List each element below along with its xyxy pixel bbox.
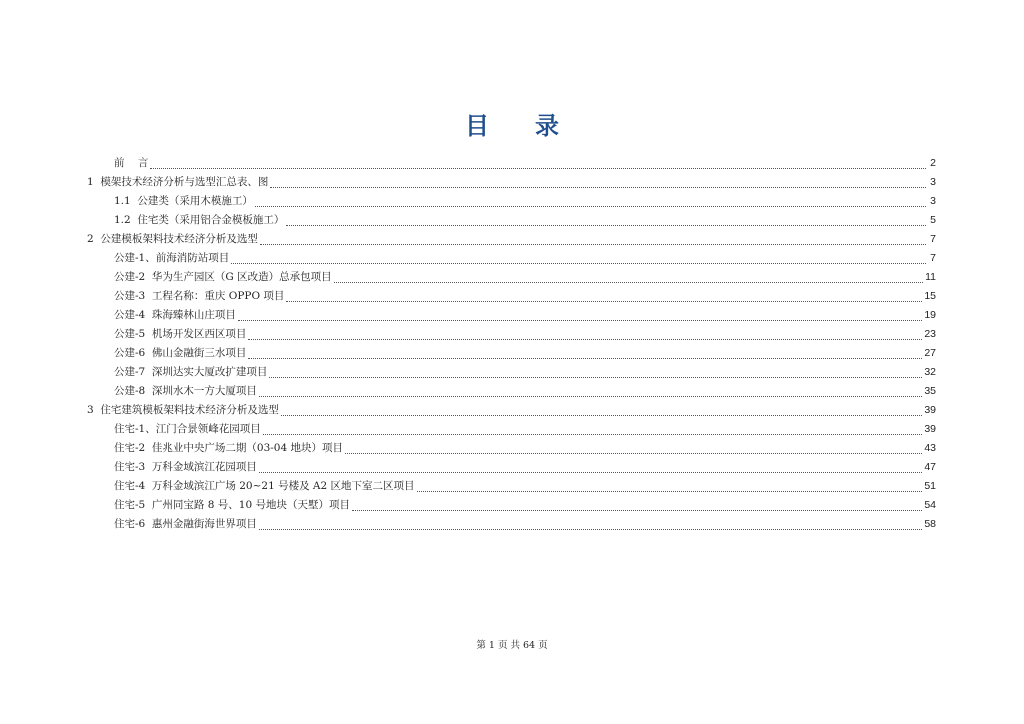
toc-leader xyxy=(345,441,922,454)
toc-entry[interactable] xyxy=(87,401,936,419)
toc-entry[interactable] xyxy=(114,211,936,229)
toc-entry[interactable] xyxy=(87,230,936,248)
toc-entry-label: 1.2 住宅类（采用铝合金模板施工） xyxy=(114,214,285,226)
toc-leader xyxy=(417,479,923,492)
toc-leader xyxy=(260,232,926,245)
toc-entry[interactable] xyxy=(114,439,936,457)
toc-entry[interactable] xyxy=(114,515,936,533)
toc-entry[interactable] xyxy=(114,477,936,495)
toc-entry[interactable] xyxy=(114,458,936,476)
toc-entry-page: 43 xyxy=(924,442,936,454)
toc-leader xyxy=(269,365,922,378)
toc-leader xyxy=(231,251,926,264)
toc-entry-label: 公建-5 机场开发区西区项目 xyxy=(114,328,247,340)
toc-leader xyxy=(259,460,922,473)
toc-entry-label: 公建-2 华为生产园区（G 区改造）总承包项目 xyxy=(114,271,332,283)
toc-leader xyxy=(248,346,922,359)
toc-entry-label: 住宅-3 万科金域滨江花园项目 xyxy=(114,461,257,473)
toc-entry-page: 23 xyxy=(924,328,936,340)
toc-entry[interactable] xyxy=(114,363,936,381)
toc-entry-page: 47 xyxy=(924,461,936,473)
toc-leader xyxy=(263,422,923,435)
toc-entry[interactable] xyxy=(114,287,936,305)
toc-entry-page: 5 xyxy=(930,214,936,226)
page-footer: 第 1 页 共 64 页 xyxy=(476,640,548,651)
toc-leader xyxy=(270,175,926,188)
toc-entry-page: 19 xyxy=(924,309,936,321)
toc-entry-label: 公建-8 深圳水木一方大厦项目 xyxy=(114,385,257,397)
toc-entry-page: 35 xyxy=(924,385,936,397)
toc-leader xyxy=(259,384,922,397)
toc-entry-label: 公建-4 珠海臻林山庄项目 xyxy=(114,309,236,321)
toc-leader xyxy=(259,517,922,530)
toc-entry[interactable] xyxy=(87,173,936,191)
toc-entry[interactable] xyxy=(114,192,936,210)
toc-entry-label: 1 模架技术经济分析与选型汇总表、图 xyxy=(87,176,269,188)
toc-entry-label: 3 住宅建筑模板架料技术经济分析及选型 xyxy=(87,404,279,416)
toc-entry-page: 39 xyxy=(924,423,936,435)
toc-entry-page: 7 xyxy=(930,252,936,264)
toc-leader xyxy=(334,270,923,283)
toc-leader xyxy=(281,403,922,416)
toc-leader xyxy=(286,213,926,226)
toc-leader xyxy=(286,289,922,302)
toc-entry[interactable] xyxy=(114,344,936,362)
toc-entry-label: 2 公建模板架料技术经济分析及选型 xyxy=(87,233,258,245)
toc-leader xyxy=(255,194,926,207)
toc-entry-page: 58 xyxy=(924,518,936,530)
toc-entry-page: 27 xyxy=(924,347,936,359)
toc-entry-page: 11 xyxy=(925,271,936,283)
toc-entry-page: 3 xyxy=(930,195,936,207)
toc-entry-label: 住宅-6 惠州金融街海世界项目 xyxy=(114,518,257,530)
toc-entry-page: 2 xyxy=(930,157,936,169)
toc-entry[interactable] xyxy=(114,306,936,324)
toc-leader xyxy=(248,327,922,340)
toc-title-left: 目 xyxy=(465,111,489,140)
toc-entry-label: 公建-7 深圳达实大厦改扩建项目 xyxy=(114,366,268,378)
toc-entry[interactable] xyxy=(114,496,936,514)
toc-entry[interactable] xyxy=(114,420,936,438)
toc-entry-page: 32 xyxy=(924,366,936,378)
toc-entry-label: 住宅-2 佳兆业中央广场二期（03-04 地块）项目 xyxy=(114,442,344,454)
toc-entry[interactable] xyxy=(114,325,936,343)
toc-entry-label: 公建-3 工程名称：重庆 OPPO 项目 xyxy=(114,290,285,302)
toc-entry-page: 7 xyxy=(930,233,936,245)
toc-entry[interactable] xyxy=(114,249,936,267)
toc-entry-page: 51 xyxy=(924,480,936,492)
toc-leader xyxy=(150,156,926,169)
toc-entry-label: 公建-1、前海消防站项目 xyxy=(114,252,230,264)
toc-entry-label: 前 言 xyxy=(114,157,149,169)
toc-entry-page: 54 xyxy=(924,499,936,511)
toc-entry[interactable] xyxy=(114,382,936,400)
toc-title xyxy=(0,106,1024,141)
toc-entry-label: 住宅-4 万科金域滨江广场 20~21 号楼及 A2 区地下室二区项目 xyxy=(114,480,415,492)
toc-entry-label: 公建-6 佛山金融街三水项目 xyxy=(114,347,247,359)
toc-entry[interactable] xyxy=(114,268,936,286)
toc-leader xyxy=(352,498,922,511)
toc-entry-page: 39 xyxy=(924,404,936,416)
toc-entry-label: 1.1 公建类（采用木模施工） xyxy=(114,195,253,207)
toc-leader xyxy=(238,308,922,321)
toc-title-right: 录 xyxy=(535,111,559,140)
toc-entry-page: 15 xyxy=(924,290,936,302)
toc-entry-label: 住宅-5 广州同宝路 8 号、10 号地块（天墅）项目 xyxy=(114,499,350,511)
toc-entry[interactable] xyxy=(114,154,936,172)
toc-entry-label: 住宅-1、江门合景领峰花园项目 xyxy=(114,423,261,435)
toc-entry-page: 3 xyxy=(930,176,936,188)
